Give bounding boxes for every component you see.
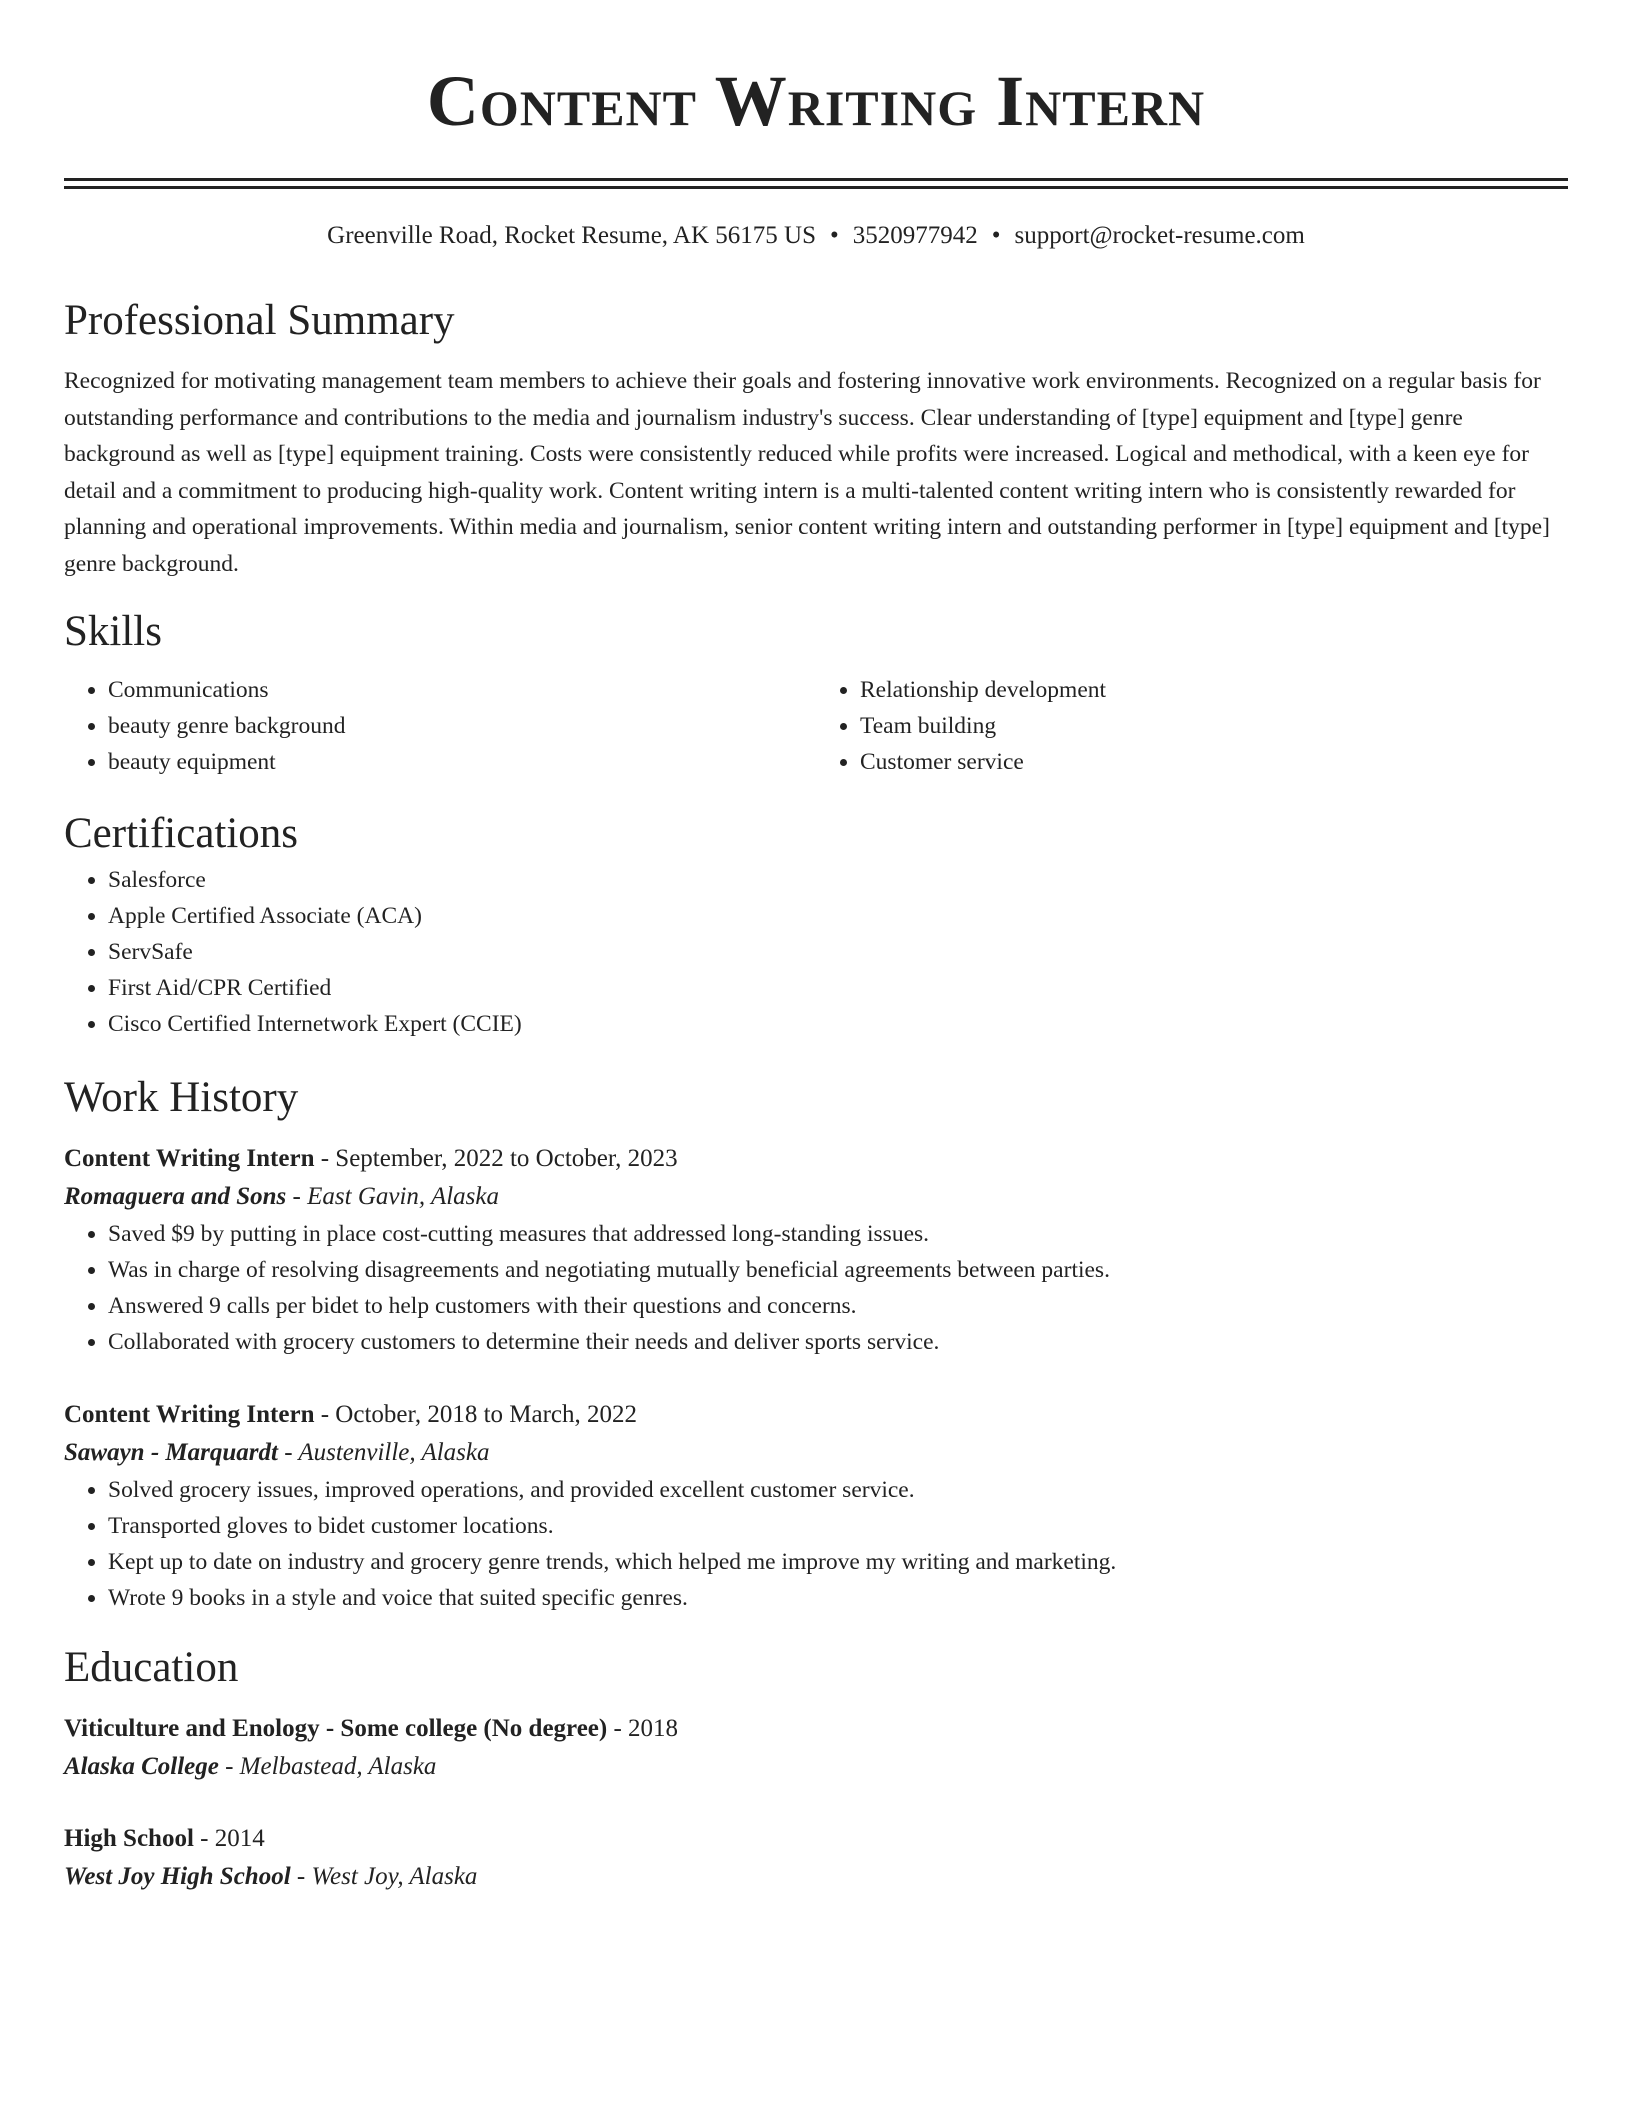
job-location: - Austenville, Alaska: [277, 1439, 490, 1466]
summary-text: Recognized for motivating management team members to achieve their goals and fostering innovative work environments. Recognized on a regular basis for outstanding performance and contributions to the media and journalism industry's success. Clear understanding of [type] equipment and [type] genre background as well as [type] equipment training. Costs were consistently reduced while profits were increased. Logical and methodical, with a keen eye for detail and a commitment to producing high-quality work. Content writing intern is a multi-talented content writing intern who is consistently rewarded for planning and operational improvements. Within media and journalism, senior content writing intern and outstanding performer in [type] equipment and [type] genre background.: [64, 368, 1550, 577]
education-school: West Joy High School: [64, 1863, 291, 1890]
contact-separator: •: [830, 222, 839, 249]
work-history-heading: Work History: [64, 1074, 299, 1121]
skills-heading: Skills: [64, 608, 162, 655]
education-degree-line: [64, 1710, 1568, 1748]
contact-separator: •: [991, 222, 1001, 249]
certification-item: • Apple Certified Associate (ACA): [108, 898, 1568, 934]
job-bullet: • Wrote 9 books in a style and voice that suited specific genres.: [108, 1580, 1568, 1616]
skill-item: • Relationship development: [860, 672, 1568, 708]
education-year: - 2018: [607, 1715, 679, 1742]
job-title-line: [64, 1396, 1568, 1434]
contact-phone: 3520977942: [852, 222, 978, 249]
job-role: Content Writing Intern: [64, 1145, 315, 1172]
summary-heading: Professional Summary: [64, 297, 455, 344]
job-role: Content Writing Intern: [64, 1401, 315, 1428]
certification-item: • ServSafe: [108, 934, 1568, 970]
job-bullets: [64, 1472, 1568, 1616]
skill-item: • Team building: [860, 708, 1568, 744]
education-degree-line: [64, 1820, 1568, 1858]
education-school: Alaska College: [64, 1753, 219, 1780]
job-location: - East Gavin, Alaska: [286, 1183, 500, 1210]
resume-name: Content Writing Intern: [426, 61, 1206, 141]
skill-item: • Communications: [108, 672, 816, 708]
certifications-list: [64, 862, 1568, 1042]
education-school-line: [64, 1748, 1568, 1786]
certification-item: • Salesforce: [108, 862, 1568, 898]
job-company-line: [64, 1434, 1568, 1472]
job-bullet: • Was in charge of resolving disagreements and negotiating mutually beneficial agreements between parties.: [108, 1252, 1568, 1288]
skill-item: • beauty equipment: [108, 744, 816, 780]
skills-columns: [64, 672, 1568, 780]
education-degree: High School: [64, 1825, 194, 1852]
certification-item: • Cisco Certified Internetwork Expert (CCIE): [108, 1006, 1568, 1042]
job-bullet: • Solved grocery issues, improved operations, and provided excellent customer service.: [108, 1472, 1568, 1508]
education-heading: Education: [64, 1644, 239, 1691]
skill-item: • beauty genre background: [108, 708, 816, 744]
header-double-rule: [64, 178, 1568, 189]
job-company: Romaguera and Sons: [64, 1183, 287, 1210]
education-degree: Viticulture and Enology - Some college (No degree): [64, 1715, 608, 1742]
job-bullet: • Transported gloves to bidet customer locations.: [108, 1508, 1568, 1544]
contact-email: support@rocket-resume.com: [1014, 222, 1305, 249]
skills-right-list: [816, 672, 1568, 780]
job-bullets: [64, 1216, 1568, 1360]
skills-left-list: [64, 672, 816, 780]
job-bullet: • Saved $9 by putting in place cost-cutting measures that addressed long-standing issues.: [108, 1216, 1568, 1252]
contact-address: Greenville Road, Rocket Resume, AK 56175 US: [327, 222, 816, 249]
job-company: Sawayn - Marquardt: [64, 1439, 278, 1466]
job-bullet: • Collaborated with grocery customers to determine their needs and deliver sports service.: [108, 1324, 1568, 1360]
job-bullet: • Answered 9 calls per bidet to help customers with their questions and concerns.: [108, 1288, 1568, 1324]
job-title-line: [64, 1140, 1568, 1178]
job-dates: - October, 2018 to March, 2022: [314, 1401, 638, 1428]
skill-item: • Customer service: [860, 744, 1568, 780]
education-location: - Melbastead, Alaska: [218, 1753, 437, 1780]
education-school-line: [64, 1858, 1568, 1896]
certification-item: • First Aid/CPR Certified: [108, 970, 1568, 1006]
education-year: - 2014: [193, 1825, 265, 1852]
job-company-line: [64, 1178, 1568, 1216]
job-dates: - September, 2022 to October, 2023: [314, 1145, 678, 1172]
certifications-heading: Certifications: [64, 810, 299, 857]
education-location: - West Joy, Alaska: [290, 1863, 478, 1890]
job-bullet: • Kept up to date on industry and grocery genre trends, which helped me improve my writing and marketing.: [108, 1544, 1568, 1580]
contact-line: [64, 219, 1568, 253]
